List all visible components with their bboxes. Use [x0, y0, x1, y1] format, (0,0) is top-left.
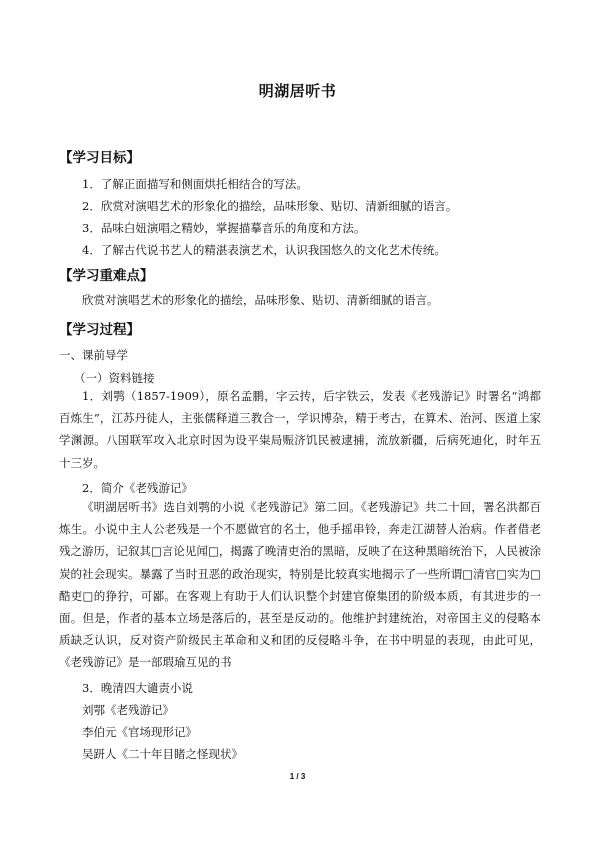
sub1-heading: （一）资料链接 [74, 371, 155, 385]
item1-text: 1．刘鹗（1857-1909），原名孟鹏，字云抟，后字铁云，发表《老残游记》时署名“鸿都百炼生”，江苏丹徒人，主张儒释道三教合一，学识博杂，精于考古，在算术、治河、医道上家学渊源。八国联军攻入北京时因为设平粜局赈济饥民被逮捕，流放新疆，后病死迪化，时年五十三岁。 [59, 389, 541, 470]
novel-item: 刘鄂《老残游记》 [82, 703, 174, 717]
page-number: 1 / 3 [289, 772, 306, 781]
item2-text: 《明湖居听书》选自刘鹗的小说《老残游记》第二回。《老残游记》共二十回，署名洪都百炼生。小说中主人公老残是一个不愿做官的名士，他手摇串铃，奔走江湖替人治病。作者借老残之游历，记叙其□言论见闻□，揭露了晚清吏治的黑暗，反映了在这种黑暗统治下，人民被涂炭的社会现实。暴露了当时丑恶的政治现实，特别是比较真实地揭示了一些所谓□清官□实为□酷吏□的狰狞，可鄙。在客观上有助于人们认识整个封建官僚集团的阶级本质，有其进步的一面。但是，作者的基本立场是落后的，甚至是反动的。他维护封建统治，对帝国主义的侵略本质缺乏认识，反对资产阶级民主革命和义和团的反侵略斗争，在书中明显的表现，由此可见，《老残游记》是一部瑕瑜互见的书 [59, 500, 541, 670]
goal-item: 4．了解古代说书艺人的精湛表演艺术，认识我国悠久的文化艺术传统。 [82, 243, 446, 257]
item1-paragraph [59, 385, 541, 474]
novel-item: 吴趼人《二十年目睹之怪现状》 [82, 747, 243, 761]
goals-heading: 【学习目标】 [59, 150, 140, 166]
focus-heading: 【学习重难点】 [59, 268, 154, 284]
item2-paragraph [59, 496, 541, 674]
item2-heading: 2．简介《老残游记》 [82, 481, 193, 495]
page-title: 明湖居听书 [258, 82, 337, 100]
goal-item: 2．欣赏对演唱艺术的形象化的描绘，品味形象、贴切、清新细腻的语言。 [82, 199, 458, 213]
focus-text: 欣赏对演唱艺术的形象化的描绘，品味形象、贴切、清新细腻的语言。 [82, 293, 439, 307]
item3-heading: 3．晚清四大谴责小说 [82, 681, 193, 695]
process-heading: 【学习过程】 [59, 322, 140, 338]
goal-item: 1．了解正面描写和侧面烘托相结合的写法。 [82, 177, 308, 191]
goal-item: 3．品味白妞演唱之精妙，掌握描摹音乐的角度和方法。 [82, 221, 366, 235]
novel-item: 李伯元《官场现形记》 [82, 725, 197, 739]
part1-heading: 一、课前导学 [59, 348, 128, 362]
